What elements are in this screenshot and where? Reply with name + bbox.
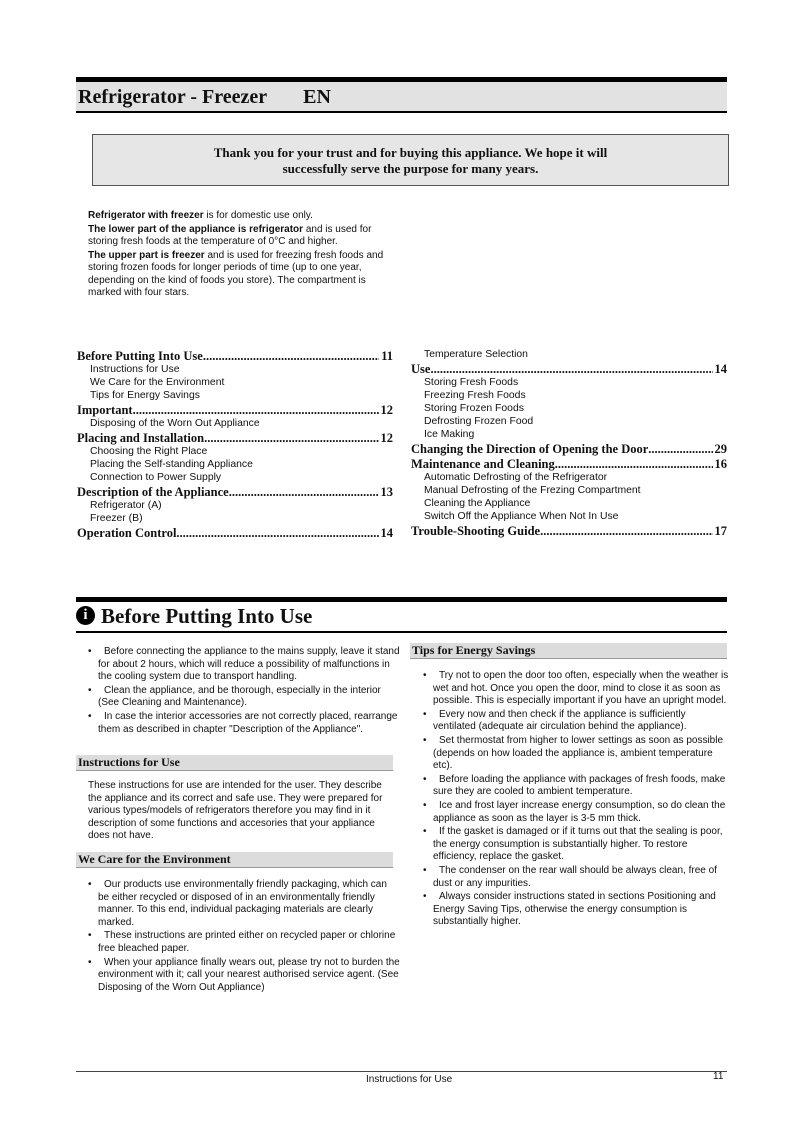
list-item <box>88 685 400 710</box>
toc-sub-entry[interactable]: Connection to Power Supply <box>90 472 222 483</box>
toc-page: 12 <box>380 431 393 445</box>
list-item <box>423 709 731 734</box>
toc-label: Operation Control <box>77 526 177 540</box>
list-item-text: Always consider instructions stated in sections Positioning and Energy Saving Tips, otherwise the energy consumption is substantially higher. <box>433 891 716 928</box>
list-item-text: The condenser on the rear wall should be always clean, free of dust or any impurities. <box>433 864 717 889</box>
toc-sub-entry[interactable]: Defrosting Frozen Food <box>424 416 534 427</box>
list-item <box>423 865 731 890</box>
toc-sub-entry[interactable]: Placing the Self-standing Appliance <box>90 459 253 470</box>
toc-sub-entry[interactable]: Refrigerator (A) <box>90 500 162 511</box>
toc-label: Trouble-Shooting Guide <box>411 524 541 538</box>
list-item-text: Clean the appliance, and be thorough, especially in the interior (See Cleaning and Maintenance). <box>98 684 381 709</box>
toc-column-1 <box>77 348 393 540</box>
section-title: Before Putting Into Use <box>101 604 313 628</box>
list-item <box>88 930 400 955</box>
list-item <box>88 957 400 995</box>
list-item-text: These instructions are printed either on recycled paper or chlorine free bleached paper. <box>98 930 396 954</box>
toc-leader <box>204 431 378 445</box>
header-title-text: Refrigerator - Freezer <box>78 86 268 108</box>
toc-column-2 <box>411 348 727 538</box>
list-item-text: Our products use environmentally friendly packaging, which can be either recycled or disposed of in an environmentally friendly manner. To this end, individual packaging materials are clearly marked. <box>98 879 387 928</box>
toc-sub-entry[interactable]: Switch Off the Appliance When Not In Use <box>424 511 619 522</box>
list-item <box>423 826 731 864</box>
info-icon: i <box>76 606 95 625</box>
toc-sub-entry[interactable]: Manual Defrosting of the Frezing Compartment <box>424 485 641 496</box>
list-item-text: In case the interior accessories are not correctly placed, rearrange them as described in chapter "Description of the Appliance". <box>98 710 398 735</box>
toc-label: Before Putting Into Use <box>77 349 203 363</box>
list-item-text: Set thermostat from higher to lower settings as soon as possible (depends on how loaded the appliance is, ambient temperature etc). <box>433 734 724 772</box>
toc-label: Changing the Direction of Opening the Door <box>411 442 649 456</box>
toc-leader <box>203 349 379 363</box>
list-item <box>423 774 731 799</box>
toc-page: 14 <box>380 526 393 540</box>
toc-page: 14 <box>714 362 727 376</box>
toc-sub-entry[interactable]: Instructions for Use <box>90 364 180 375</box>
intro-p3-rest: and is used for freezing fresh foods and storing frozen foods for longer periods of time (up to one year, depending on the kind of foods you store). The compartment is marked with four stars. <box>88 249 384 298</box>
toc-leader <box>648 442 712 456</box>
toc-page: 12 <box>380 403 393 417</box>
toc-entry-changing-door[interactable] <box>411 442 727 456</box>
toc-sub-entry[interactable]: Cleaning the Appliance <box>424 498 531 509</box>
intro-p2-bold: The lower part of the appliance is refrigerator <box>88 223 304 235</box>
list-item-text: Ice and frost layer increase energy consumption, so do clean the appliance as soon as the layer is 3-5 mm thick. <box>433 799 726 824</box>
preparation-bullets <box>88 646 400 737</box>
environment-bullets <box>88 879 400 995</box>
footer-rule <box>76 1071 727 1072</box>
list-item-text: Before loading the appliance with packages of fresh foods, make sure they are cooled to ambient temperature. <box>433 773 726 798</box>
thank-you-line-1: Thank you for your trust and for buying this appliance. We hope it will <box>213 145 608 160</box>
list-item <box>88 879 400 929</box>
environment-heading: We Care for the Environment <box>76 852 393 868</box>
toc-entry-trouble-shooting[interactable] <box>411 524 727 538</box>
intro-text <box>88 210 398 301</box>
toc-sub-entry[interactable]: We Care for the Environment <box>90 377 225 388</box>
toc-entry-before-putting-into-use[interactable] <box>77 349 393 363</box>
list-item-text: When your appliance finally wears out, please try not to burden the environment with it; call your nearest authorised service agent. (See Disposing of the Worn Out Appliance) <box>98 956 400 993</box>
toc-leader <box>229 485 379 499</box>
list-item-text: Before connecting the appliance to the mains supply, leave it stand for about 2 hours, which will reduce a possibility of malfunctions in the cooling system due to transport handling. <box>98 646 400 683</box>
toc-sub-entry[interactable]: Disposing of the Worn Out Appliance <box>90 418 260 429</box>
page-header <box>76 77 727 113</box>
intro-paragraph-2 <box>88 224 398 249</box>
toc-entry-use[interactable] <box>411 362 727 376</box>
intro-p2-rest: and is used for storing fresh foods at the temperature of 0°C and higher. <box>88 223 372 247</box>
toc-label: Placing and Installation <box>77 431 205 445</box>
toc-page: 29 <box>714 442 727 456</box>
header-title <box>78 86 331 109</box>
instructions-text: These instructions for use are intended for the user. They describe the appliance and its correct and safe use. They were prepared for various types/models of refrigerators therefore you may find in it description of some functions and accesories that your appliance does not have. <box>88 780 383 842</box>
thank-you-box <box>92 134 729 186</box>
toc-entry-description[interactable] <box>77 485 393 499</box>
toc-sub-entry[interactable]: Tips for Energy Savings <box>90 390 200 401</box>
toc-label: Use <box>411 362 431 376</box>
list-item <box>423 735 731 773</box>
intro-p3-bold: The upper part is freezer <box>88 249 205 261</box>
toc-label: Description of the Appliance <box>77 485 229 499</box>
section-rule <box>76 597 727 602</box>
list-item-text: If the gasket is damaged or if it turns out that the sealing is poor, the energy consumption is substantially higher. To restore efficiency, replace the gasket. <box>433 826 723 863</box>
thank-you-line-2: successfully serve the purpose for many years. <box>282 161 539 176</box>
toc-entry-operation-control[interactable] <box>77 526 393 540</box>
toc-sub-entry[interactable]: Ice Making <box>424 429 475 440</box>
toc-page: 17 <box>714 524 727 538</box>
toc-page: 11 <box>381 349 393 363</box>
list-item <box>423 800 731 825</box>
toc-leader <box>176 526 378 540</box>
footer-text: Instructions for Use <box>366 1074 453 1085</box>
section-heading <box>76 603 727 633</box>
intro-paragraph-1 <box>88 210 398 223</box>
toc-page: 13 <box>380 485 393 499</box>
toc-sub-entry[interactable]: Freezing Fresh Foods <box>424 390 526 401</box>
toc-label: Maintenance and Cleaning <box>411 457 555 471</box>
toc-entry-important[interactable] <box>77 403 393 417</box>
list-item <box>88 646 400 684</box>
toc-sub-entry[interactable]: Temperature Selection <box>424 349 528 360</box>
toc-leader <box>430 362 712 376</box>
instructions-heading: Instructions for Use <box>76 755 393 771</box>
list-item <box>423 891 731 929</box>
toc-sub-entry[interactable]: Choosing the Right Place <box>90 446 208 457</box>
list-item-text: Try not to open the door too often, especially when the weather is wet and hot. Once you open the door, mind to close it as soon as possible. This is especially important if you have an upright model. <box>433 670 729 707</box>
toc-entry-maintenance[interactable] <box>411 457 727 471</box>
intro-paragraph-3 <box>88 250 398 300</box>
intro-p1-rest: is for domestic use only. <box>203 210 313 221</box>
toc-sub-entry[interactable]: Automatic Defrosting of the Refrigerator <box>424 472 608 483</box>
toc-sub-entry[interactable]: Freezer (B) <box>90 513 143 524</box>
page-number: 11 <box>713 1071 724 1082</box>
toc-leader <box>555 457 713 471</box>
toc-leader <box>540 524 712 538</box>
toc-entry-placing-and-installation[interactable] <box>77 431 393 445</box>
list-item <box>423 670 731 708</box>
language-code: EN <box>303 86 331 108</box>
list-item <box>88 711 400 736</box>
list-item-text: Every now and then check if the appliance is sufficiently ventilated (adequate air circulation behind the appliance). <box>433 708 687 733</box>
toc-page: 16 <box>714 457 727 471</box>
toc-label: Important <box>77 403 133 417</box>
toc-leader <box>133 403 379 417</box>
tips-bullets <box>423 670 731 930</box>
toc-sub-entry[interactable]: Storing Frozen Foods <box>424 403 524 414</box>
tips-heading: Tips for Energy Savings <box>410 643 727 659</box>
intro-p1-bold: Refrigerator with freezer <box>88 210 204 221</box>
toc-sub-entry[interactable]: Storing Fresh Foods <box>424 377 519 388</box>
